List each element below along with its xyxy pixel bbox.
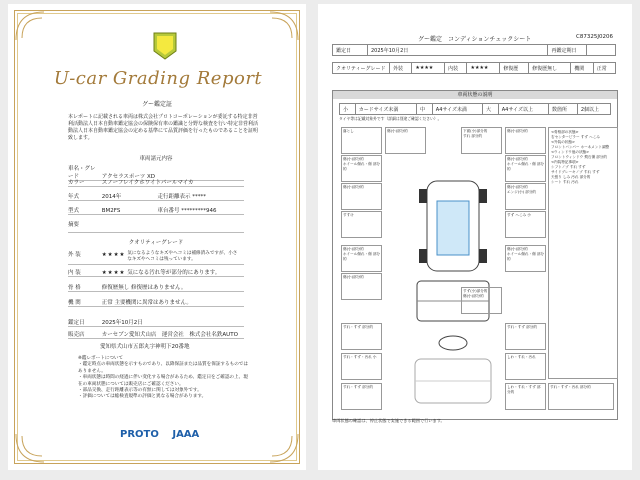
damage-box: しわ・すれ・すず 部分的 bbox=[505, 383, 546, 410]
vehicle-state-panel bbox=[332, 90, 618, 420]
field-row-year: 年式 2014年 走行距離表示 ***** bbox=[68, 192, 244, 201]
damage-box: 落とし bbox=[341, 127, 382, 154]
damage-box: 傷(小)部分的 ホイール傷れ・傷 部分的 bbox=[505, 155, 546, 182]
intro-text: 本レポートに記載される車両は株式会社プロトコーポレーションが委託する特定非営利活動法人日本自動車鑑定協会の保険保有車の鑑識と分野な検査を行い特定非営利活動法人日本自動車鑑定協会の定める基準にて品質評価を行ったものであることを証明致します。 bbox=[68, 114, 259, 141]
grade-row-engine: 機 関 正常 主要機関に異常はありません。 bbox=[68, 298, 244, 307]
quality-table: クオリティーグレード 外装 ★★★★ 内装 ★★★★ 修復歴 修復歴無し 機関 正常 bbox=[332, 62, 616, 74]
ornament-icon bbox=[14, 10, 48, 44]
sheet-code: C87325J0206 bbox=[576, 34, 613, 40]
vehicle-section-title: 車両諸元内容 bbox=[139, 156, 173, 162]
quality-section-title: クオリティーグレード bbox=[128, 240, 184, 246]
ornament-icon bbox=[14, 430, 48, 464]
ornament-icon bbox=[266, 430, 300, 464]
damage-box: 傷(小)部分的 bbox=[341, 183, 382, 210]
damage-box: 下面(小)部分的 すれ 部分的 bbox=[461, 127, 502, 154]
damage-box: 傷(小)部分的 ホイール傷れ・傷 部分的 bbox=[505, 245, 546, 272]
damage-box: すず(小)部分的 傷(小)部分的 bbox=[461, 287, 502, 314]
damage-box: 傷(小)部分的 bbox=[385, 127, 426, 154]
report-title: U-car Grading Report bbox=[53, 68, 263, 89]
sheet-footer: 車両状態の確認は、停止状態で実施できる範囲で行います。 bbox=[332, 418, 445, 423]
store-row: 販売店 カーセブン愛知犬山店 運営会社 株式会社名鉄AUTO bbox=[68, 330, 244, 339]
damage-box: すれ・すず 部分的 bbox=[505, 323, 546, 350]
logos bbox=[120, 429, 209, 440]
panel-title: 車両状態の説明 bbox=[333, 91, 617, 99]
field-row-name: 車名・グレード アクセラスポーツ XD bbox=[68, 164, 244, 181]
grade-row-frame: 骨 格 修復歴無し 修復歴はありません。 bbox=[68, 283, 244, 292]
grading-certificate bbox=[8, 4, 306, 470]
damage-box: しわ・すれ・汚れ bbox=[505, 353, 546, 380]
grade-row-exterior: 外 装 ★★★★ 気になるようなキズやヘコミは補修済みですが、小さなキズやヘコミは残っています。 bbox=[68, 250, 244, 265]
damage-box: 傷(小)部分的 bbox=[341, 273, 382, 300]
damage-box: 傷(小)部分的 エンジ(小) 部分的 bbox=[505, 183, 546, 210]
jaaa-logo: JAAA bbox=[172, 429, 200, 440]
ornament-icon bbox=[266, 10, 300, 44]
field-row-model: 型式 BM2FS 車台番号 *********946 bbox=[68, 206, 244, 215]
appraisal-date-row: 鑑定日 2025年10月2日 bbox=[68, 318, 244, 327]
field-row-color: カラー スノーフレイクホワイトパールマイカ bbox=[68, 178, 244, 187]
grade-row-interior: 内 装 ★★★★ 気になる汚れ等が部分的にあります。 bbox=[68, 268, 244, 277]
damage-box: すれ・すず・汚れ 部分的 bbox=[548, 383, 614, 410]
proto-logo: PROTO bbox=[120, 429, 159, 440]
condition-legend: <骨格部の状態> 右センターピラー すず へこみ <外装の状態> フロントバンパー ホーネメント調整 <ウィンドウ他の状態> フロントウィンドウ 飛石傷 部分的 <内装特記事項> シフトノブ すれ すず サイドブレーキノブ すれ すず 天張り しみ 汚れ 部分的 シート すれ 汚れ bbox=[548, 127, 618, 379]
damage-scale-table: 小 カードサイズ未満 中 A4サイズ未満 大 A4サイズ以上 数箇所 2個以上 bbox=[339, 103, 611, 115]
damage-box: 傷(小)部分的 bbox=[505, 127, 546, 154]
date-table: 鑑定日 2025年10月2日 再鑑定期日 bbox=[332, 44, 616, 56]
goo-seal-icon bbox=[152, 31, 178, 61]
damage-box: 傷(小)部分的 ホイール傷れ・傷 部分的 bbox=[341, 245, 382, 272]
scale-note: タイヤ等は記載対象外です（詳細は別途ご確認ください）。 bbox=[339, 116, 442, 121]
certificate-subtitle: グー鑑定証 bbox=[141, 101, 172, 108]
car-diagram-icon bbox=[397, 131, 509, 407]
damage-box: 傷(小)部分的 ホイール傷れ・傷 部分的 bbox=[341, 155, 382, 182]
sheet-title: グー鑑定 コンディションチェックシート bbox=[418, 36, 532, 43]
notes: ※鑑レポートについて ・鑑定時点の車両状態を示すものであり、以降保証または品質を保証するものではありません。 ・車両状態は時間の経過に伴い変化する場合があるため、鑑定日をご確認の上、現在の車両状態については販売店にご確認ください。 ・部品交換、走行距離表示等の有無に関しては対象外です。 ・評価については総検査規準の評価と異なる場合があります。 bbox=[78, 356, 248, 400]
field-row-notes: 摘要 bbox=[68, 220, 244, 233]
condition-check-sheet bbox=[318, 4, 632, 470]
damage-box: すず へこみ 小 bbox=[505, 211, 546, 238]
damage-box: すれ・すず 部分的 bbox=[341, 323, 382, 350]
address-row: 愛知県犬山市五郎丸字神明下20番地 bbox=[100, 344, 190, 350]
damage-box: すれ・すず・汚れ 小 bbox=[341, 353, 382, 380]
damage-box: すれ・すず 部分的 bbox=[341, 383, 382, 410]
damage-box: すすけ bbox=[341, 211, 382, 238]
